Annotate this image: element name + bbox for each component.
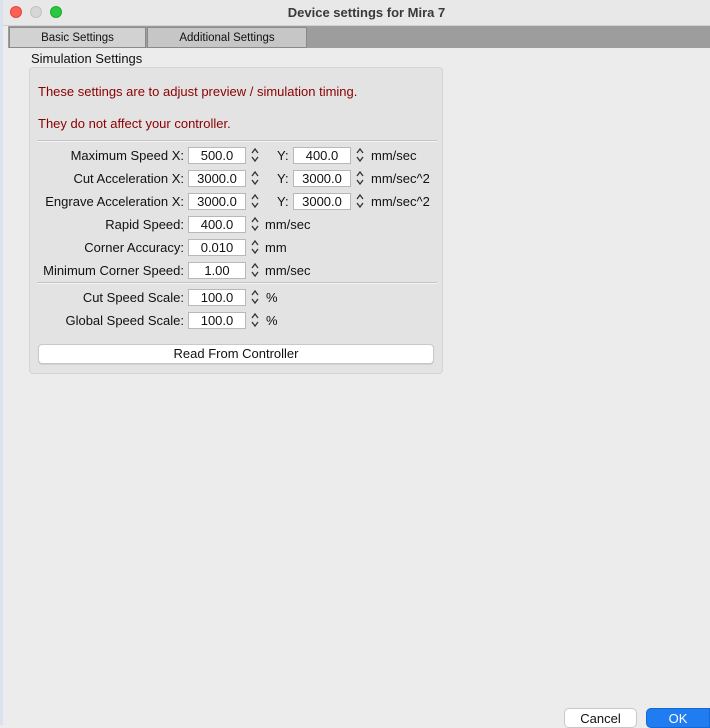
cut-speed-scale-input[interactable] (188, 289, 246, 306)
tab-bar (8, 26, 710, 48)
cut-accel-y-stepper[interactable] (355, 168, 365, 188)
section-title: Simulation Settings (31, 51, 143, 66)
rapid-speed-unit: mm/sec (265, 217, 311, 232)
max-speed-unit: mm/sec (371, 148, 417, 163)
cut-accel-label: Cut Acceleration X: (73, 171, 184, 186)
global-speed-scale-label: Global Speed Scale: (65, 313, 184, 328)
divider (37, 282, 437, 284)
info-note-secondary: They do not affect your controller. (38, 116, 231, 131)
rapid-speed-input[interactable] (188, 216, 246, 233)
engrave-accel-label: Engrave Acceleration X: (45, 194, 184, 209)
divider (37, 140, 437, 142)
cut-accel-x-input[interactable] (188, 170, 246, 187)
min-corner-speed-input[interactable] (188, 262, 246, 279)
corner-accuracy-unit: mm (265, 240, 287, 255)
min-corner-speed-label: Minimum Corner Speed: (43, 263, 184, 278)
engrave-accel-unit: mm/sec^2 (371, 194, 430, 209)
min-corner-speed-unit: mm/sec (265, 263, 311, 278)
cancel-button[interactable]: Cancel (564, 708, 637, 728)
cut-speed-scale-stepper[interactable] (250, 287, 260, 307)
min-corner-speed-stepper[interactable] (250, 260, 260, 280)
global-speed-scale-unit: % (266, 313, 278, 328)
read-from-controller-button[interactable]: Read From Controller (38, 344, 434, 364)
cut-speed-scale-unit: % (266, 290, 278, 305)
engrave-accel-x-input[interactable] (188, 193, 246, 210)
engrave-accel-x-stepper[interactable] (250, 191, 260, 211)
window-title: Device settings for Mira 7 (287, 5, 446, 20)
engrave-accel-y-stepper[interactable] (355, 191, 365, 211)
rapid-speed-stepper[interactable] (250, 214, 260, 234)
ok-button[interactable]: OK (646, 708, 710, 728)
engrave-accel-y-label: Y: (277, 194, 289, 209)
cut-accel-x-stepper[interactable] (250, 168, 260, 188)
max-speed-y-input[interactable] (293, 147, 351, 164)
corner-accuracy-stepper[interactable] (250, 237, 260, 257)
cut-accel-y-input[interactable] (293, 170, 351, 187)
max-speed-y-stepper[interactable] (355, 145, 365, 165)
cut-accel-unit: mm/sec^2 (371, 171, 430, 186)
global-speed-scale-input[interactable] (188, 312, 246, 329)
max-speed-y-label: Y: (277, 148, 289, 163)
info-note: These settings are to adjust preview / simulation timing. (38, 84, 358, 99)
title-bar (3, 0, 710, 26)
corner-accuracy-input[interactable] (188, 239, 246, 256)
max-speed-x-input[interactable] (188, 147, 246, 164)
tab-basic-settings[interactable]: Basic Settings (9, 27, 146, 48)
rapid-speed-label: Rapid Speed: (105, 217, 184, 232)
global-speed-scale-stepper[interactable] (250, 310, 260, 330)
engrave-accel-y-input[interactable] (293, 193, 351, 210)
tab-additional-settings[interactable]: Additional Settings (147, 27, 307, 48)
settings-window (3, 0, 710, 725)
cut-speed-scale-label: Cut Speed Scale: (82, 290, 184, 305)
corner-accuracy-label: Corner Accuracy: (84, 240, 184, 255)
cut-accel-y-label: Y: (277, 171, 289, 186)
max-speed-x-stepper[interactable] (250, 145, 260, 165)
max-speed-label: Maximum Speed X: (70, 148, 184, 163)
